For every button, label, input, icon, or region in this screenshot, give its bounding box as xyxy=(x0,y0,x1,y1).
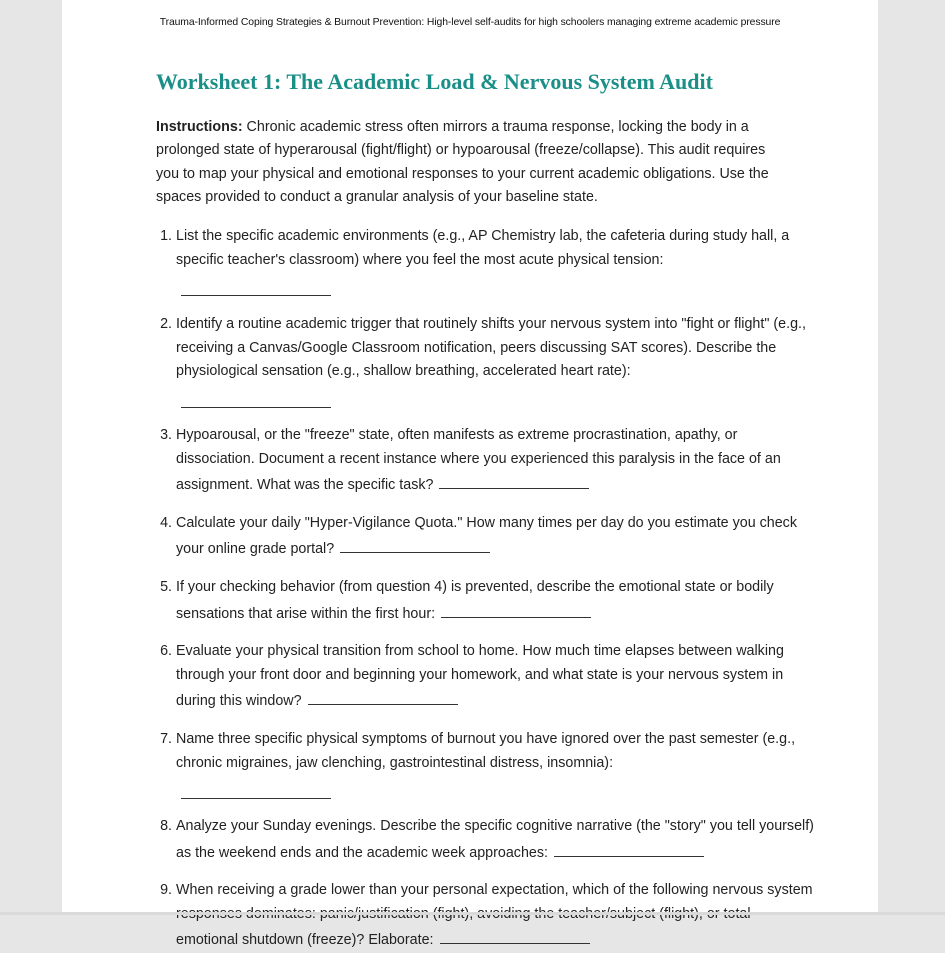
page-bottom-edge xyxy=(0,912,945,915)
question-text: When receiving a grade lower than your personal expectation, which of the following nervous system emotional shutdown (freeze)? Elaborate: xyxy=(176,882,813,949)
question-3 xyxy=(176,424,816,498)
worksheet-title: Worksheet 1: The Academic Load & Nervous System Audit xyxy=(156,69,713,94)
instructions-paragraph xyxy=(156,116,792,209)
instructions-text: Chronic academic stress often mirrors a trauma response, locking the body in a prolonged state of hyperarousal (fight/flight) or hypoarousal (freeze/collapse). This audit requires you to map your physical and emotional responses to your current academic obligations. Use the spaces provided to conduct a granular analysis of your baseline state. xyxy=(156,119,769,205)
question-1 xyxy=(176,225,816,296)
question-text: Hypoarousal, or the "freeze" state, often manifests as extreme procrastination, apathy, or dissociation. Document a recent instance where you experienced this paralysis in the face of an assignment. What was the specific task? xyxy=(176,426,781,494)
question-5 xyxy=(176,576,816,626)
answer-blank[interactable] xyxy=(340,535,490,553)
worksheet-page xyxy=(62,0,878,949)
question-2 xyxy=(176,313,816,408)
question-8 xyxy=(176,815,816,865)
question-text: Analyze your Sunday evenings. Describe the specific cognitive narrative (the "story" you tell yourself) as the weekend ends and the academic week approaches: xyxy=(176,818,814,861)
answer-blank[interactable] xyxy=(181,781,331,799)
answer-blank[interactable] xyxy=(181,390,331,408)
answer-blank[interactable] xyxy=(440,926,590,944)
question-text: Identify a routine academic trigger that routinely shifts your nervous system into "fight or flight" (e.g., receiving a Canvas/Google Classroom notification, peers discussing SAT scores). Describe the physiological sensation (e.g., shallow breathing, accelerated heart rate): xyxy=(176,316,806,380)
question-4 xyxy=(176,512,816,562)
question-list xyxy=(156,225,816,953)
question-6 xyxy=(176,640,816,714)
question-text: If your checking behavior (from question 4) is prevented, describe the emotional state or bodily sensations that arise within the first hour: xyxy=(176,578,774,622)
answer-blank[interactable] xyxy=(554,839,704,857)
question-text: Name three specific physical symptoms of burnout you have ignored over the past semester (e.g., chronic migraines, jaw clenching, gastrointestinal distress, insomnia): xyxy=(176,730,796,771)
question-text: List the specific academic environments (e.g., AP Chemistry lab, the cafeteria during study hall, a specific teacher's classroom) where you feel the most acute physical tension: xyxy=(176,228,790,268)
question-text: Calculate your daily "Hyper-Vigilance Quota." How many times per day do you estimate you check your online grade portal? xyxy=(176,514,797,558)
answer-blank[interactable] xyxy=(308,687,458,705)
answer-blank[interactable] xyxy=(181,278,331,296)
question-9 xyxy=(176,879,816,953)
answer-blank[interactable] xyxy=(441,600,591,618)
question-text: Evaluate your physical transition from school to home. How much time elapses between walking through your front door and beginning your homework, and what state is your nervous system in during this window? xyxy=(176,643,784,710)
answer-blank[interactable] xyxy=(439,471,589,489)
running-header: Trauma-Informed Coping Strategies & Burnout Prevention: High-level self-audits for high schoolers managing extreme academic pressure xyxy=(159,17,781,28)
question-7 xyxy=(176,728,816,799)
instructions-label: Instructions: xyxy=(156,119,243,135)
